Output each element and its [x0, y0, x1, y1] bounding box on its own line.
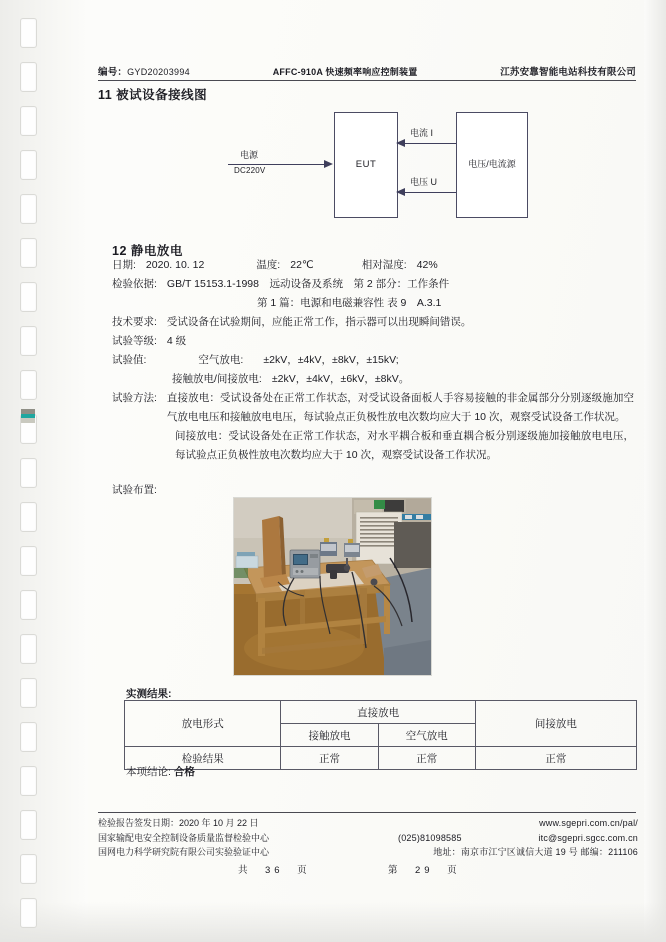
conclusion-label: 本项结论:	[126, 766, 171, 778]
eut-box	[334, 112, 398, 218]
method-direct-text: 直接放电：受试设备处在正常工作状态，对受试设备面板人手容易接触的非金属部分分别逐级施加空气放电电压和接触放电电压，每试验点正负极性放电次数均应大于 10 次，观察受试设备工作状况。	[166, 392, 634, 423]
result-contact-discharge: 正常	[281, 747, 378, 770]
table-row	[125, 747, 637, 770]
current-arrow-icon	[396, 139, 405, 147]
document-number	[98, 64, 190, 78]
requirement-label: 技术要求:	[112, 316, 157, 328]
current-page: 第 29 页	[388, 865, 461, 876]
humidity-label: 相对湿度:	[361, 259, 407, 271]
temperature-label: 温度:	[256, 259, 281, 271]
eut-box-label: EUT	[355, 159, 377, 171]
method-label: 试验方法:	[112, 392, 157, 404]
header-product-title: AFFC-910A 快速频率响应控制装置	[272, 67, 418, 77]
temperature-value: 22℃	[290, 259, 314, 271]
requirement-row	[112, 313, 640, 332]
basis-row	[112, 275, 640, 294]
row-label-test-result: 检验结果	[125, 747, 281, 770]
section-12-conditions	[112, 256, 640, 389]
condition-row	[112, 256, 640, 275]
test-setup-photo-image	[234, 498, 431, 675]
section-12-method	[112, 389, 634, 465]
basis-row-cont	[112, 294, 640, 313]
section-12-title: 12 静电放电	[112, 244, 183, 258]
conclusion-row	[126, 764, 195, 779]
contact-discharge-name: 接触放电/间接放电:	[172, 373, 262, 385]
power-label-line1: 电源	[240, 150, 259, 160]
header-contact-discharge: 接触放电	[281, 724, 378, 747]
basis-label: 检验依据:	[112, 278, 157, 290]
footer-row-2	[98, 831, 638, 846]
result-air-discharge: 正常	[378, 747, 475, 770]
footer-issue-date: 检验报告签发日期：2020 年 10 月 22 日	[98, 818, 259, 828]
table-header-row-1	[125, 701, 637, 724]
document-number-label: 编号：	[98, 67, 128, 78]
results-label: 实测结果:	[126, 688, 172, 700]
page-footer	[98, 816, 638, 860]
air-discharge-name: 空气放电:	[198, 354, 244, 366]
footer-email: itc@sgepri.sgcc.com.cn	[538, 832, 638, 843]
basis-line-2: 第 1 篇：电源和电磁兼容性 表 9 A.3.1	[257, 297, 442, 309]
requirement-text: 受试设备在试验期间，应能正常工作，指示器可以出现瞬间错误。	[166, 316, 472, 328]
result-indirect-discharge: 正常	[475, 747, 636, 770]
source-box-label: 电压/电流源	[468, 159, 516, 170]
date-label: 日期:	[112, 259, 136, 271]
humidity-value: 42%	[416, 259, 438, 271]
current-wire	[405, 143, 456, 144]
header-direct-discharge: 直接放电	[281, 701, 475, 724]
wiring-diagram	[98, 104, 636, 226]
total-pages: 共 36 页	[238, 865, 311, 876]
power-arrow-icon	[324, 160, 333, 168]
date-value: 2020. 10. 12	[145, 259, 205, 271]
footer-divider	[98, 812, 636, 813]
values-row-1	[112, 351, 640, 370]
voltage-label: 电压 U	[410, 177, 438, 187]
footer-address: 地址：南京市江宁区诚信大道 19 号 邮编：211106	[433, 847, 638, 857]
power-label-line2: DC220V	[234, 166, 266, 175]
air-discharge-values: ±2kV，±4kV，±8kV，±15kV;	[263, 354, 399, 366]
header-company-name: 江苏安靠智能电站科技有限公司	[500, 67, 636, 78]
test-setup-photo	[233, 497, 432, 676]
header-indirect-discharge: 间接放电	[475, 701, 636, 747]
method-indirect-text: 间接放电：受试设备处在正常工作状态，对水平耦合板和垂直耦合板分别逐级施加接触放电电压，每试验点正负极性放电次数均应大于 10 次，观察受试设备工作状况。	[175, 430, 634, 461]
level-value: 4 级	[166, 335, 187, 347]
conclusion-value: 合格	[173, 766, 195, 778]
results-table	[124, 700, 637, 770]
header-air-discharge: 空气放电	[378, 724, 475, 747]
contact-discharge-values: ±2kV，±4kV，±6kV，±8kV。	[271, 373, 410, 385]
basis-line-1: GB/T 15153.1-1998 远动设备及系统 第 2 部分：工作条件	[166, 278, 450, 290]
values-row-2	[112, 370, 640, 389]
level-label: 试验等级:	[112, 335, 157, 347]
header-discharge-form: 放电形式	[125, 701, 281, 747]
footer-phone: (025)81098585	[398, 832, 462, 843]
footer-org-line-1: 国家输配电安全控制设备质量监督检验中心	[98, 832, 270, 843]
document-number-value: GYD20203994	[127, 67, 190, 77]
header-divider	[98, 80, 636, 81]
voltage-wire	[405, 192, 456, 193]
current-label: 电流 I	[410, 128, 434, 138]
test-layout-label: 试验布置:	[112, 484, 157, 496]
section-11-title: 11 被试设备接线图	[98, 88, 208, 102]
voltage-arrow-icon	[396, 188, 405, 196]
values-label: 试验值:	[112, 354, 147, 366]
footer-website: www.sgepri.com.cn/pal/	[539, 818, 638, 828]
page-header	[98, 64, 636, 78]
footer-row-1	[98, 816, 638, 831]
level-row	[112, 332, 640, 351]
power-wire	[228, 164, 324, 165]
footer-row-3	[98, 845, 638, 860]
voltage-current-source-box	[456, 112, 528, 218]
footer-org-line-2: 国网电力科学研究院有限公司实验验证中心	[98, 847, 270, 857]
